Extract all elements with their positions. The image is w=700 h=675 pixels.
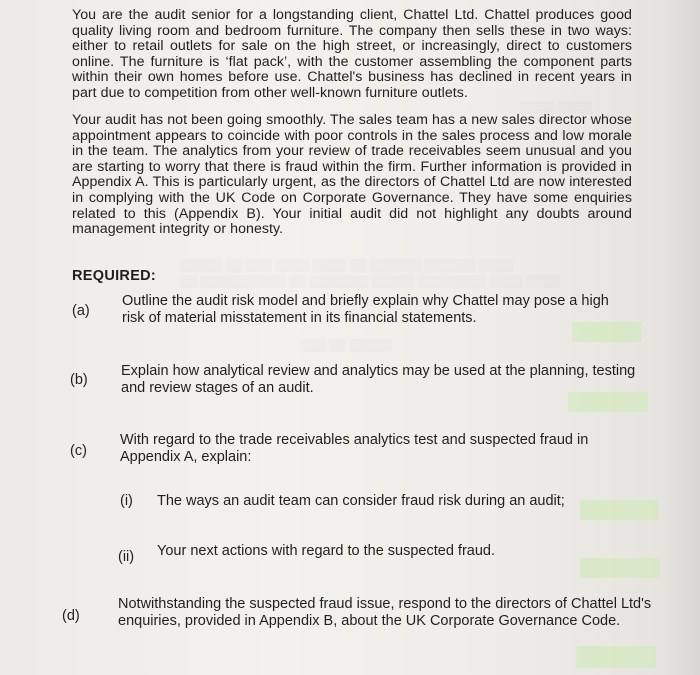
highlight-mark — [576, 646, 656, 668]
required-heading: REQUIRED: — [72, 268, 157, 284]
scenario-paragraph-1: You are the audit senior for a longstanding client, Chattel Ltd. Chattel produces good quality living room and bedroom furniture. The company then sells these in two ways: either to retail outlets for sale on the high street, or increasingly, direct to customers online. The furniture is ‘flat pack’, with the customer assembling the component parts within their own homes before use. Chattel's business has declined in recent years in part due to competition from other well-known furniture outlets. — [72, 7, 632, 101]
bleed-through: ▒▒ ▒▒▒▒▒▒▒▒▒▒ ▒▒ ▒▒▒▒▒▒▒ ▒▒▒▒▒ ▒▒▒▒▒▒▒▒ ▒▒▒▒ ▒▒▒▒ — [180, 274, 561, 288]
question-d-text: Notwithstanding the suspected fraud issue, respond to the directors of Chattel Ltd's enquiries, provided in Appendix B, about the UK Corporate Governance Code. — [118, 596, 652, 629]
bleed-through: ▒▒▒▒ ▒▒▒▒ — [520, 100, 592, 114]
question-d-label: (d) — [62, 608, 80, 624]
question-c-ii-label: (ii) — [118, 549, 135, 565]
highlight-mark — [580, 558, 660, 578]
page-shadow — [660, 0, 700, 675]
question-b-text: Explain how analytical review and analytics may be used at the planning, testing and review stages of an audit. — [121, 363, 636, 396]
question-c-i-label: (i) — [120, 493, 133, 509]
question-a-label: (a) — [72, 303, 90, 319]
question-c-label: (c) — [70, 443, 87, 459]
scenario-paragraph-2: Your audit has not been going smoothly. The sales team has a new sales director whose appointment appears to coincide with poor controls in the sales process and low morale in the team. The analytics from your review of trade receivables seem unusual and you are starting to worry that there is fraud within the firm. Further information is provided in Appendix A. This is particularly urgent, as the directors of Chattel Ltd are now interested in complying with the UK Code on Corporate Governance. They have some enquiries related to this (Appendix B). Your initial audit did not highlight any doubts around management integrity or honesty. — [72, 112, 632, 238]
question-c-ii-text: Your next actions with regard to the suspected fraud. — [157, 543, 496, 559]
question-b-label: (b) — [70, 372, 88, 388]
bleed-through: ▒▒▒▒▒ ▒▒ ▒▒▒ ▒▒▒▒ ▒▒▒▒ ▒▒ ▒▒▒▒▒▒ ▒▒▒▒▒▒ ▒▒▒▒ — [180, 258, 513, 272]
question-a-text: Outline the audit risk model and briefly explain why Chattel may pose a high risk of material misstatement in its financial statements. — [122, 293, 609, 326]
question-c-i-text: The ways an audit team can consider fraud risk during an audit; — [157, 493, 565, 509]
bleed-through: ▒▒▒ ▒▒ ▒▒▒▒▒ — [300, 338, 392, 352]
question-c-text: With regard to the trade receivables analytics test and suspected fraud in Appendix A, explain: — [120, 432, 589, 465]
